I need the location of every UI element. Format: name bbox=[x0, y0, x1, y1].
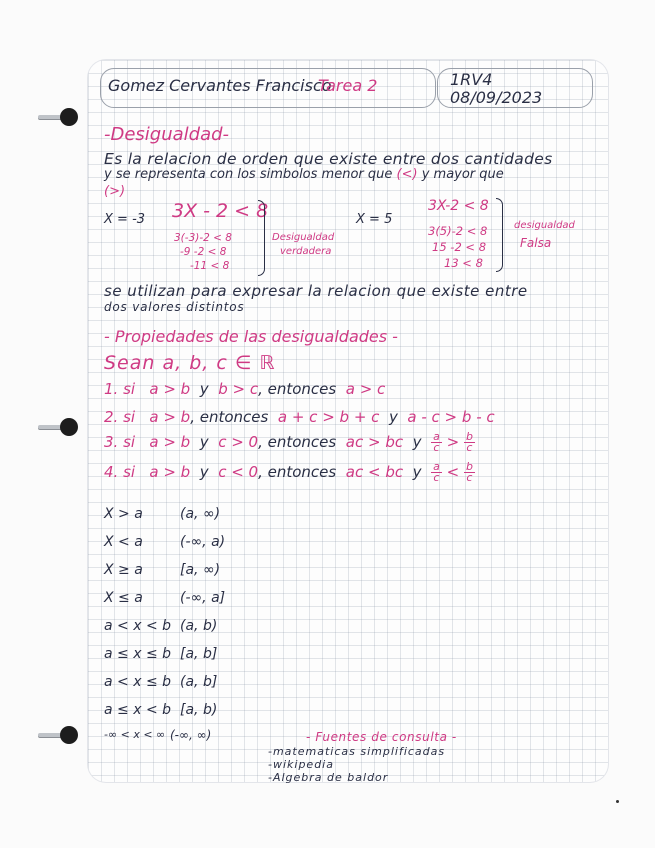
interval-inequality: a ≤ x < b bbox=[104, 702, 172, 718]
property-3-label: 3. si bbox=[104, 433, 136, 451]
usage-line-2: dos valores distintos bbox=[104, 300, 245, 314]
example1-step-1: 3(-3)-2 < 8 bbox=[174, 232, 232, 244]
example2-step-2: 15 -2 < 8 bbox=[432, 240, 487, 254]
source-item-3: -Algebra de baldor bbox=[268, 771, 389, 784]
property-3-y: y bbox=[199, 433, 209, 451]
interval-notation: (a, b] bbox=[180, 674, 218, 690]
property-3-gt: > bbox=[446, 433, 460, 451]
property-2-result-2: a - c > b - c bbox=[407, 408, 495, 426]
usage-line-1: se utilizan para expresar la relacion que existe entre bbox=[104, 282, 528, 300]
binder-ring-middle bbox=[38, 408, 78, 448]
property-3-result: ac > bc bbox=[345, 433, 404, 451]
example2-brace bbox=[496, 198, 503, 272]
property-1 bbox=[104, 380, 385, 398]
sources-title: - Fuentes de consulta - bbox=[306, 730, 457, 744]
group-code: 1RV4 bbox=[450, 70, 493, 89]
interval-notation: (a, b) bbox=[180, 618, 218, 634]
property-3-c: c > 0 bbox=[218, 433, 259, 451]
example2-step-1: 3(5)-2 < 8 bbox=[428, 224, 488, 238]
interval-notation: (a, ∞) bbox=[180, 506, 221, 522]
property-3 bbox=[104, 432, 475, 453]
property-2-y: y bbox=[388, 408, 398, 426]
property-3-a: a > b bbox=[149, 433, 191, 451]
property-4 bbox=[104, 462, 475, 483]
interval-inequality: a < x ≤ b bbox=[104, 674, 172, 690]
definition-line-1: Es la relacion de orden que existe entre dos cantidades bbox=[104, 150, 553, 168]
binder-ring-top bbox=[38, 98, 78, 138]
property-4-a: a > b bbox=[149, 463, 191, 481]
example1-step-2: -9 -2 < 8 bbox=[180, 246, 227, 258]
definition-line-2-start: y se representa con los simbolos menor que bbox=[104, 167, 393, 182]
property-2-then: , entonces bbox=[190, 408, 269, 426]
student-name: Gomez Cervantes Francisco bbox=[108, 76, 332, 95]
property-1-result: a > c bbox=[345, 380, 386, 398]
interval-inequality: X > a bbox=[104, 506, 143, 522]
property-4-label: 4. si bbox=[104, 463, 136, 481]
property-1-label: 1. si bbox=[104, 380, 136, 398]
sean-statement: Sean a, b, c ∈ ℝ bbox=[104, 352, 276, 374]
greater-than-symbol: (>) bbox=[104, 184, 126, 199]
property-4-then: , entonces bbox=[258, 463, 337, 481]
interval-inequality: a ≤ x ≤ b bbox=[104, 646, 172, 662]
example2-step-3: 13 < 8 bbox=[444, 256, 483, 270]
property-4-lt: < bbox=[446, 463, 460, 481]
example1-verdict-1: Desigualdad bbox=[272, 232, 335, 243]
properties-title: - Propiedades de las desigualdades - bbox=[104, 327, 398, 346]
interval-inequality: X < a bbox=[104, 534, 143, 550]
example2-verdict-2: Falsa bbox=[520, 236, 552, 250]
property-1-then: , entonces bbox=[258, 380, 337, 398]
example1-inequality: 3X - 2 < 8 bbox=[172, 200, 269, 222]
example2-inequality: 3X-2 < 8 bbox=[428, 198, 489, 214]
interval-notation: (-∞, ∞) bbox=[170, 728, 212, 742]
source-item-2: -wikipedia bbox=[268, 758, 334, 771]
assignment-title: Tarea 2 bbox=[318, 76, 378, 95]
example2-given: X = 5 bbox=[356, 212, 393, 227]
property-1-a: a > b bbox=[149, 380, 191, 398]
example1-given: X = -3 bbox=[104, 212, 146, 227]
property-4-y: y bbox=[199, 463, 209, 481]
less-than-symbol: (<) bbox=[396, 167, 418, 182]
date: 08/09/2023 bbox=[450, 88, 543, 107]
property-2-result-1: a + c > b + c bbox=[277, 408, 380, 426]
property-2-a: a > b bbox=[149, 408, 191, 426]
example1-brace bbox=[258, 200, 265, 276]
property-2-label: 2. si bbox=[104, 408, 136, 426]
stray-mark bbox=[616, 800, 619, 803]
property-1-y: y bbox=[199, 380, 209, 398]
property-3-frac-a: $\frac{a}{c}$ bbox=[433, 430, 440, 454]
example2-verdict-1: desigualdad bbox=[514, 220, 575, 231]
interval-inequality: -∞ < x < ∞ bbox=[104, 728, 166, 741]
property-4-frac-b: $\frac{b}{c}$ bbox=[465, 460, 473, 484]
interval-notation: (-∞, a) bbox=[180, 534, 226, 550]
section-title-desigualdad: -Desigualdad- bbox=[104, 124, 230, 145]
interval-notation: (-∞, a] bbox=[180, 590, 226, 606]
binder-ring-bottom bbox=[38, 716, 78, 756]
interval-notation: [a, b) bbox=[180, 702, 218, 718]
property-4-result: ac < bc bbox=[345, 463, 404, 481]
property-3-y2: y bbox=[412, 433, 422, 451]
property-3-then: , entonces bbox=[258, 433, 337, 451]
property-1-b: b > c bbox=[218, 380, 259, 398]
example1-step-3: -11 < 8 bbox=[190, 260, 230, 272]
property-4-y2: y bbox=[412, 463, 422, 481]
interval-inequality: X ≤ a bbox=[104, 590, 143, 606]
definition-line-2 bbox=[104, 167, 504, 182]
interval-inequality: X ≥ a bbox=[104, 562, 143, 578]
interval-notation: [a, b] bbox=[180, 646, 218, 662]
property-3-frac-b: $\frac{b}{c}$ bbox=[465, 430, 473, 454]
interval-inequality: a < x < b bbox=[104, 618, 172, 634]
property-4-c: c < 0 bbox=[218, 463, 259, 481]
definition-line-2-end: y mayor que bbox=[421, 167, 504, 182]
property-4-frac-a: $\frac{a}{c}$ bbox=[433, 460, 440, 484]
property-2 bbox=[104, 408, 495, 426]
source-item-1: -matematicas simplificadas bbox=[268, 745, 446, 758]
example1-verdict-2: verdadera bbox=[280, 246, 332, 257]
interval-notation: [a, ∞) bbox=[180, 562, 221, 578]
